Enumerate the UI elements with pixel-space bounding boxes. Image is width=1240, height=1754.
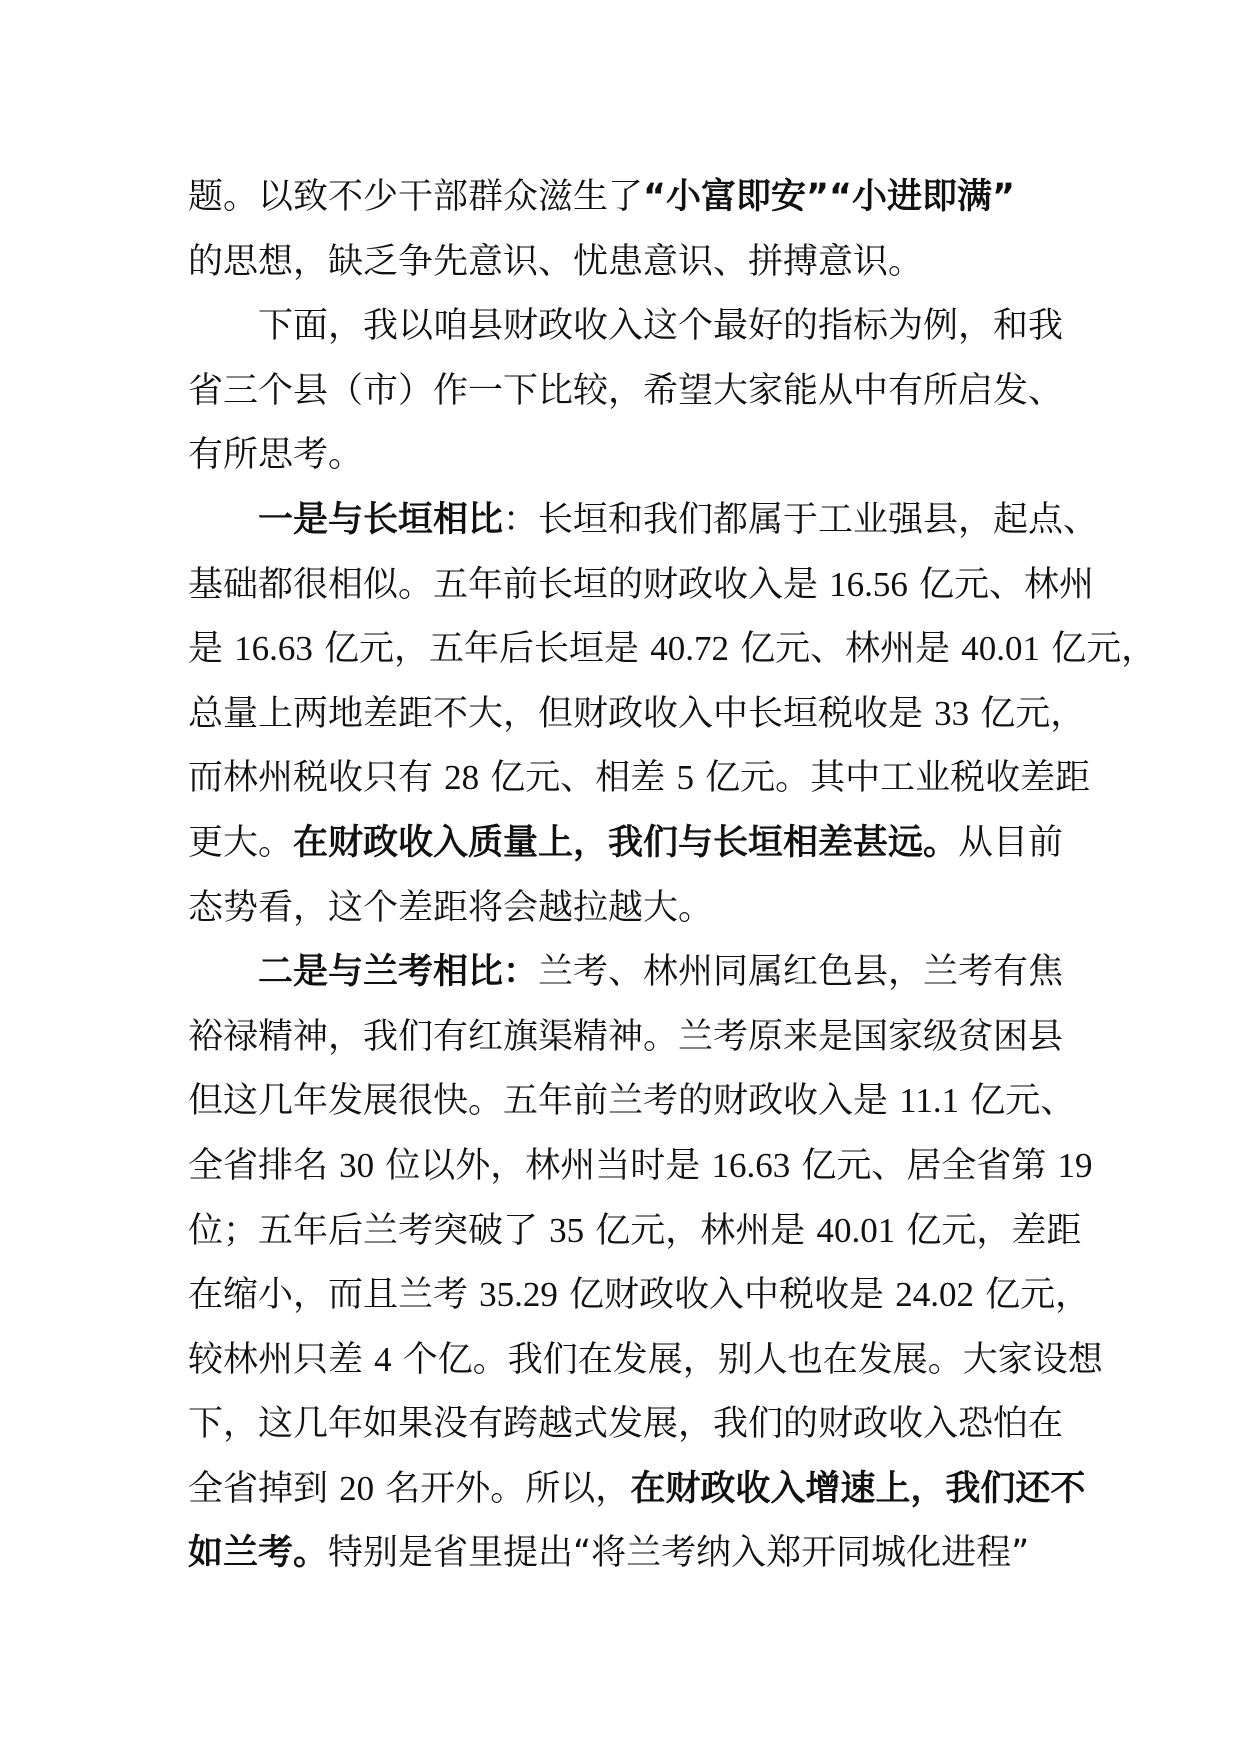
text-segment: 亿元、林州 [919, 564, 1095, 605]
number-value: 40.01 [961, 629, 1040, 669]
text-segment: 亿元， [1051, 629, 1157, 670]
emphasis-segment: “小富即安”“小进即满” [643, 177, 1016, 217]
text-segment: 亿元、相差 [490, 758, 666, 799]
text-line [188, 1328, 1103, 1393]
paragraph-start-line [188, 294, 1088, 359]
paragraph-start-line [188, 488, 1099, 553]
text-segment: 个亿。我们在发展，别人也在发展。大家设想 [402, 1339, 1103, 1380]
number-value: 16.63 [234, 629, 313, 669]
text-segment: 下，这几年如果没有跨越式发展，我们的财政收入恐怕在 [188, 1404, 1064, 1445]
text-segment: 位；五年后兰考突破了 [188, 1210, 539, 1251]
number-value: 16.56 [829, 564, 908, 604]
text-line [188, 1199, 1088, 1264]
text-segment: 亿元，五年后长垣是 [324, 629, 640, 670]
text-segment: 基础都很相似。五年前长垣的财政收入是 [188, 564, 819, 605]
text-line [188, 1134, 1093, 1199]
text-segment: 更大。 [188, 822, 294, 863]
text-segment: 总量上两地差距不大，但财政收入中长垣税收是 [188, 693, 924, 734]
number-value: 24.02 [895, 1275, 974, 1315]
text-segment: 全省掉到 [188, 1468, 329, 1509]
number-value: 19 [1057, 1145, 1093, 1185]
text-segment: 亿元、居全省第 [801, 1145, 1047, 1186]
number-value: 5 [676, 758, 694, 798]
text-line [188, 876, 1088, 941]
text-line [188, 617, 1157, 682]
number-value: 40.72 [650, 629, 729, 669]
text-segment: 亿元，差距 [906, 1210, 1082, 1251]
text-segment: 题。以致不少干部群众滋生了 [188, 177, 644, 217]
text-segment: 亿财政收入中税收是 [569, 1275, 885, 1316]
text-segment: 有所思考。 [188, 435, 364, 476]
text-segment: 兰考、林州同属红色县，兰考有焦 [538, 952, 1064, 993]
text-segment: 态势看，这个差距将会越拉越大。 [188, 887, 714, 928]
text-segment: 亿元、 [970, 1081, 1076, 1122]
text-segment: 亿元、林州是 [740, 629, 951, 670]
text-segment: 但这几年发展很快。五年前兰考的财政收入是 [188, 1081, 889, 1122]
text-line [188, 230, 1088, 295]
number-value: 30 [339, 1145, 375, 1185]
text-line [188, 1069, 1088, 1134]
text-line [188, 423, 1088, 488]
text-segment: 较林州只差 [188, 1339, 364, 1380]
text-segment: 亿元，林州是 [595, 1210, 806, 1251]
text-line [188, 1457, 1088, 1522]
text-line [188, 746, 1091, 811]
text-segment: 亿元， [980, 693, 1086, 734]
number-value: 28 [444, 758, 480, 798]
text-segment: 省三个县（市）作一下比较，希望大家能从中有所启发、 [188, 370, 1064, 411]
number-value: 11.1 [899, 1081, 960, 1121]
text-line [188, 1263, 1091, 1328]
section-heading-changyuan: 一是与长垣相比 [258, 499, 504, 540]
text-line [188, 1005, 1088, 1070]
number-value: 33 [934, 693, 970, 733]
emphasis-segment: 如兰考。 [188, 1533, 329, 1574]
text-segment: ：长垣和我们都属于工业强县，起点、 [503, 499, 1099, 540]
section-heading-lankao: 二是与兰考相比： [258, 952, 539, 993]
text-segment: 全省排名 [188, 1145, 329, 1186]
text-segment: 名开外。所以， [385, 1468, 631, 1509]
text-segment: 裕禄精神，我们有红旗渠精神。兰考原来是国家级贫困县 [188, 1016, 1064, 1057]
paragraph-start-line [188, 940, 1088, 1005]
text-segment: 而林州税收只有 [188, 758, 434, 799]
number-value: 35 [549, 1210, 585, 1250]
text-line [188, 553, 1095, 618]
text-line [188, 165, 1088, 230]
text-segment: 亿元。其中工业税收差距 [705, 758, 1091, 799]
text-line [188, 359, 1088, 424]
text-segment: 是 [188, 629, 224, 670]
text-segment: 位以外，林州当时是 [385, 1145, 701, 1186]
text-segment: 亿元， [985, 1275, 1091, 1316]
text-line [188, 682, 1088, 747]
text-segment: 特别是省里提出“将兰考纳入郑开同城化进程” [328, 1533, 1030, 1574]
emphasis-segment: 在财政收入质量上，我们与长垣相差甚远。 [293, 822, 959, 863]
emphasis-segment: 在财政收入增速上，我们还不 [630, 1468, 1086, 1509]
text-line [188, 1392, 1088, 1457]
number-value: 35.29 [479, 1275, 558, 1315]
text-segment: 的思想，缺乏争先意识、忧患意识、拼搏意识。 [188, 241, 924, 282]
number-value: 40.01 [816, 1210, 896, 1250]
document-body [188, 165, 1157, 1586]
text-line [188, 1521, 1088, 1586]
text-segment: 从目前 [958, 822, 1064, 863]
text-line [188, 811, 1088, 876]
number-value: 16.63 [711, 1145, 791, 1185]
number-value: 20 [339, 1468, 375, 1508]
text-segment: 下面，我以咱县财政收入这个最好的指标为例，和我 [258, 306, 1064, 347]
number-value: 4 [374, 1339, 392, 1379]
text-segment: 在缩小，而且兰考 [188, 1275, 469, 1316]
